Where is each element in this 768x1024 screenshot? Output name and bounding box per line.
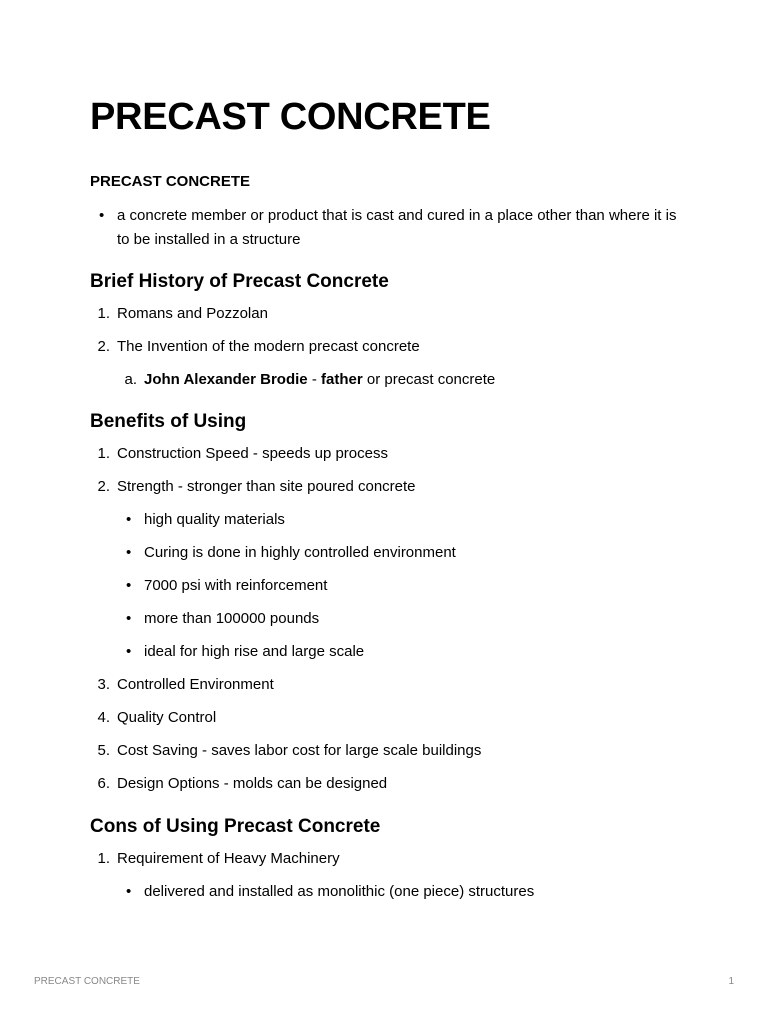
definition-list	[90, 204, 680, 252]
bullet-icon: •	[126, 544, 132, 561]
bullet-icon: •	[126, 610, 132, 627]
list-item	[97, 335, 680, 359]
inventor-name: John Alexander Brodie	[144, 371, 308, 388]
list-item-text: more than 100000 pounds	[144, 610, 320, 627]
inventor-role: father	[321, 371, 363, 388]
bullet-icon: •	[126, 511, 132, 528]
list-item-text: high quality materials	[144, 511, 285, 528]
list-item	[126, 640, 680, 664]
benefits-heading: Benefits of Using	[90, 411, 247, 432]
list-item	[97, 475, 680, 499]
list-number: 4.	[97, 709, 110, 726]
list-item	[99, 204, 680, 252]
list-item	[97, 302, 680, 326]
list-item	[126, 508, 680, 532]
separator: -	[307, 371, 321, 388]
list-item-text: or precast concrete	[362, 371, 496, 388]
history-heading: Brief History of Precast Concrete	[90, 271, 389, 292]
list-item	[124, 368, 680, 392]
list-item-text: Quality Control	[117, 709, 217, 726]
bullet-icon: •	[126, 577, 132, 594]
list-number: 1.	[97, 850, 110, 867]
cons-heading: Cons of Using Precast Concrete	[90, 816, 381, 837]
list-number: 2.	[97, 338, 110, 355]
list-number: 6.	[97, 775, 110, 792]
history-list	[90, 302, 680, 392]
page-title: PRECAST CONCRETE	[90, 96, 491, 138]
list-item	[97, 706, 680, 730]
bullet-icon: •	[99, 207, 105, 224]
list-item	[126, 541, 680, 565]
list-item	[126, 880, 680, 904]
list-item	[126, 607, 680, 631]
list-number: 3.	[97, 676, 110, 693]
list-item-text: Design Options - molds can be designed	[117, 775, 388, 792]
list-item-text: 7000 psi with reinforcement	[144, 577, 328, 594]
list-item-text: Cost Saving - saves labor cost for large scale buildings	[117, 742, 482, 759]
bullet-icon: •	[126, 643, 132, 660]
list-item-text: Strength - stronger than site poured concrete	[117, 478, 416, 495]
bullet-icon: •	[126, 883, 132, 900]
list-item	[97, 673, 680, 697]
page-content	[90, 96, 680, 904]
definition-text: a concrete member or product that is cast and cured in a place other than where it is to be installed in a structure	[117, 207, 677, 248]
list-item	[97, 847, 680, 871]
list-item-text: Romans and Pozzolan	[117, 305, 268, 322]
list-item-text: ideal for high rise and large scale	[144, 643, 365, 660]
list-letter: a.	[124, 371, 137, 388]
list-item	[97, 739, 680, 763]
list-item-text: Construction Speed - speeds up process	[117, 445, 388, 462]
list-item	[97, 442, 680, 466]
list-number: 1.	[97, 305, 110, 322]
list-number: 2.	[97, 478, 110, 495]
page-number: 1	[728, 976, 734, 987]
list-item-text: Controlled Environment	[117, 676, 274, 693]
list-item-text: delivered and installed as monolithic (one piece) structures	[144, 883, 535, 900]
list-item-text: Curing is done in highly controlled environment	[144, 544, 456, 561]
list-item-text: The Invention of the modern precast concrete	[117, 338, 420, 355]
footer-title: PRECAST CONCRETE	[34, 976, 140, 987]
list-item	[97, 772, 680, 796]
benefits-list	[90, 442, 680, 796]
list-item-text: Requirement of Heavy Machinery	[117, 850, 340, 867]
list-item	[126, 574, 680, 598]
subtitle: PRECAST CONCRETE	[90, 173, 251, 190]
list-number: 5.	[97, 742, 110, 759]
cons-list	[90, 847, 680, 904]
list-number: 1.	[97, 445, 110, 462]
